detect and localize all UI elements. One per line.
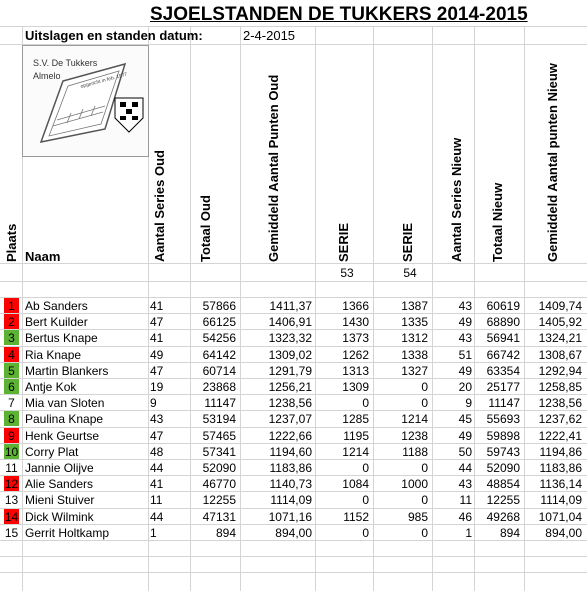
sheet-title: SJOELSTANDEN DE TUKKERS 2014-2015 [150, 4, 528, 25]
serie-1-score: 1152 [343, 510, 369, 524]
serie-1-score: 1214 [342, 445, 369, 459]
rank-cell: 14 [4, 510, 19, 524]
rank-cell: 2 [4, 314, 19, 329]
aantal-series-nieuw: 49 [458, 429, 472, 443]
serie-1-score: 1366 [342, 299, 369, 313]
player-name: Corry Plat [25, 445, 79, 459]
aantal-series-oud: 44 [150, 510, 164, 524]
gemiddeld-oud: 1183,86 [269, 461, 312, 475]
aantal-series-nieuw: 11 [459, 493, 472, 507]
aantal-series-oud: 47 [150, 315, 164, 329]
serie-2-score: 1335 [401, 315, 428, 329]
gemiddeld-nieuw: 1324,21 [538, 331, 582, 345]
aantal-series-oud: 43 [150, 412, 164, 426]
serie-1-score: 1373 [342, 331, 369, 345]
header-gemiddeld-nieuw: Gemiddeld Aantal punten Nieuw [545, 63, 560, 262]
totaal-oud: 894 [215, 526, 236, 540]
totaal-oud: 66125 [202, 315, 236, 329]
aantal-series-nieuw: 46 [458, 510, 472, 524]
serie-1-score: 1084 [342, 477, 369, 491]
totaal-oud: 57341 [202, 445, 236, 459]
results-date: 2-4-2015 [243, 28, 296, 43]
totaal-oud: 52090 [202, 461, 236, 475]
header-naam: Naam [25, 249, 61, 264]
serie-2-score: 1327 [401, 364, 428, 378]
logo-founded-text: opgericht in feb. 1977 [79, 71, 128, 90]
player-name: Mia van Sloten [25, 396, 105, 410]
serie-2-score: 0 [421, 380, 428, 394]
gemiddeld-oud: 1222,66 [268, 429, 312, 443]
totaal-nieuw: 25177 [486, 380, 520, 394]
aantal-series-oud: 11 [150, 493, 163, 507]
aantal-series-nieuw: 43 [458, 299, 472, 313]
player-name: Dick Wilmink [25, 510, 94, 524]
serie-2-score: 1238 [401, 429, 428, 443]
serie-2-score: 1338 [401, 348, 428, 362]
aantal-series-oud: 49 [150, 348, 164, 362]
rank-cell: 7 [8, 396, 15, 410]
aantal-series-nieuw: 43 [458, 477, 472, 491]
rank-cell: 12 [4, 477, 19, 491]
rank-cell: 4 [4, 347, 19, 362]
aantal-series-oud: 41 [150, 299, 164, 313]
serie-1-score: 1285 [342, 412, 369, 426]
serie-2-score: 1214 [401, 412, 428, 426]
serie-2-score: 1312 [401, 331, 428, 345]
gemiddeld-nieuw: 894,00 [545, 526, 582, 540]
results-label: Uitslagen en standen datum: [25, 28, 203, 43]
aantal-series-oud: 47 [150, 364, 164, 378]
serie-1-score: 1313 [342, 364, 369, 378]
rank-cell: 5 [4, 363, 19, 378]
gemiddeld-nieuw: 1292,94 [538, 364, 582, 378]
player-name: Paulina Knape [25, 412, 104, 426]
serie-1-score: 1430 [342, 315, 369, 329]
serie-1-score: 0 [362, 396, 369, 410]
gemiddeld-oud: 1114,09 [270, 493, 312, 507]
gemiddeld-oud: 1256,21 [268, 380, 312, 394]
gemiddeld-nieuw: 1238,56 [538, 396, 582, 410]
aantal-series-oud: 44 [150, 461, 164, 475]
serie-number-1: 53 [340, 266, 354, 280]
player-name: Bert Kuilder [25, 315, 88, 329]
rank-cell: 9 [4, 428, 19, 443]
rank-cell: 6 [4, 379, 19, 394]
header-totaal-nieuw: Totaal Nieuw [490, 182, 505, 262]
aantal-series-nieuw: 51 [458, 348, 472, 362]
gemiddeld-oud: 1309,02 [268, 348, 312, 362]
player-name: Ab Sanders [25, 299, 88, 313]
gemiddeld-nieuw: 1409,74 [538, 299, 582, 313]
gemiddeld-oud: 1071,16 [268, 510, 312, 524]
aantal-series-nieuw: 43 [458, 331, 472, 345]
club-logo [22, 45, 149, 157]
aantal-series-oud: 41 [150, 331, 164, 345]
totaal-nieuw: 894 [499, 526, 520, 540]
totaal-oud: 53194 [202, 412, 236, 426]
gemiddeld-nieuw: 1194,86 [539, 445, 582, 459]
totaal-nieuw: 59743 [486, 445, 520, 459]
gemiddeld-oud: 1237,07 [268, 412, 312, 426]
serie-2-score: 985 [407, 510, 428, 524]
totaal-oud: 64142 [202, 348, 236, 362]
logo-city-text: Almelo [33, 71, 61, 81]
totaal-nieuw: 63354 [486, 364, 520, 378]
header-aantal-series-nieuw: Aantal Series Nieuw [449, 137, 464, 262]
totaal-nieuw: 49268 [486, 510, 520, 524]
rank-cell: 3 [4, 330, 19, 345]
gemiddeld-nieuw: 1258,85 [538, 380, 582, 394]
totaal-oud: 23868 [202, 380, 236, 394]
logo-club-text: S.V. De Tukkers [33, 58, 98, 68]
gemiddeld-oud: 1411,37 [269, 299, 312, 313]
totaal-nieuw: 55693 [486, 412, 520, 426]
rank-cell: 15 [4, 526, 19, 540]
totaal-nieuw: 66742 [486, 348, 520, 362]
gemiddeld-oud: 1406,91 [268, 315, 312, 329]
serie-2-score: 1000 [401, 477, 428, 491]
aantal-series-nieuw: 1 [465, 526, 472, 540]
aantal-series-oud: 1 [150, 526, 157, 540]
player-name: Ria Knape [25, 348, 82, 362]
serie-1-score: 0 [362, 526, 369, 540]
gemiddeld-nieuw: 1405,92 [538, 315, 582, 329]
gemiddeld-nieuw: 1308,67 [538, 348, 582, 362]
header-serie-1: SERIE [336, 222, 351, 262]
sjoelbak-illustration-icon [23, 46, 148, 156]
totaal-nieuw: 68890 [486, 315, 520, 329]
gemiddeld-nieuw: 1114,09 [540, 493, 582, 507]
header-aantal-series-oud: Aantal Series Oud [152, 150, 167, 262]
totaal-oud: 57465 [202, 429, 236, 443]
totaal-nieuw: 60619 [486, 299, 520, 313]
serie-2-score: 0 [421, 526, 428, 540]
totaal-nieuw: 56941 [486, 331, 520, 345]
totaal-oud: 11147 [204, 396, 236, 410]
aantal-series-oud: 41 [150, 477, 164, 491]
totaal-nieuw: 59898 [486, 429, 520, 443]
gemiddeld-oud: 1291,79 [268, 364, 312, 378]
serie-1-score: 0 [362, 461, 369, 475]
gemiddeld-nieuw: 1071,04 [538, 510, 582, 524]
serie-1-score: 1262 [342, 348, 369, 362]
rank-cell: 1 [4, 298, 19, 313]
header-serie-2: SERIE [400, 222, 415, 262]
header-gemiddeld-oud: Gemiddeld Aantal Punten Oud [266, 74, 281, 262]
player-name: Jannie Olijve [25, 461, 94, 475]
totaal-oud: 57866 [202, 299, 236, 313]
gemiddeld-oud: 1323,32 [268, 331, 312, 345]
totaal-nieuw: 48854 [486, 477, 520, 491]
rank-cell: 8 [4, 411, 19, 426]
serie-2-score: 1387 [401, 299, 428, 313]
rank-cell: 13 [4, 493, 19, 507]
aantal-series-oud: 47 [150, 429, 164, 443]
totaal-oud: 47131 [202, 510, 236, 524]
gemiddeld-oud: 894,00 [275, 526, 312, 540]
player-name: Mieni Stuiver [25, 493, 95, 507]
aantal-series-nieuw: 9 [465, 396, 472, 410]
serie-2-score: 0 [421, 461, 428, 475]
totaal-nieuw: 52090 [486, 461, 520, 475]
serie-1-score: 0 [362, 493, 369, 507]
totaal-nieuw: 11147 [488, 396, 520, 410]
rank-cell: 11 [5, 461, 18, 475]
header-totaal-oud: Totaal Oud [198, 195, 213, 262]
aantal-series-nieuw: 49 [458, 364, 472, 378]
aantal-series-oud: 9 [150, 396, 157, 410]
gemiddeld-nieuw: 1222,41 [538, 429, 582, 443]
serie-2-score: 0 [421, 493, 428, 507]
aantal-series-nieuw: 44 [458, 461, 472, 475]
gemiddeld-nieuw: 1237,62 [538, 412, 582, 426]
gemiddeld-oud: 1140,73 [269, 477, 312, 491]
serie-1-score: 1195 [343, 429, 369, 443]
header-plaats: Plaats [4, 223, 19, 262]
aantal-series-oud: 48 [150, 445, 164, 459]
serie-number-2: 54 [403, 266, 417, 280]
serie-2-score: 0 [421, 396, 428, 410]
totaal-oud: 12255 [202, 493, 236, 507]
totaal-oud: 46770 [202, 477, 236, 491]
player-name: Martin Blankers [25, 364, 109, 378]
gemiddeld-nieuw: 1136,14 [539, 477, 582, 491]
aantal-series-nieuw: 49 [458, 315, 472, 329]
rank-cell: 10 [4, 445, 19, 459]
serie-1-score: 1309 [342, 380, 369, 394]
player-name: Bertus Knape [25, 331, 98, 345]
gemiddeld-oud: 1238,56 [268, 396, 312, 410]
aantal-series-oud: 19 [150, 380, 164, 394]
player-name: Gerrit Holtkamp [25, 526, 110, 540]
totaal-oud: 60714 [202, 364, 236, 378]
totaal-oud: 54256 [202, 331, 236, 345]
aantal-series-nieuw: 50 [458, 445, 472, 459]
player-name: Henk Geurtse [25, 429, 100, 443]
aantal-series-nieuw: 45 [458, 412, 472, 426]
totaal-nieuw: 12255 [486, 493, 520, 507]
serie-2-score: 1188 [402, 445, 428, 459]
gemiddeld-oud: 1194,60 [269, 445, 312, 459]
aantal-series-nieuw: 20 [458, 380, 472, 394]
player-name: Antje Kok [25, 380, 77, 394]
player-name: Alie Sanders [25, 477, 94, 491]
gemiddeld-nieuw: 1183,86 [539, 461, 582, 475]
